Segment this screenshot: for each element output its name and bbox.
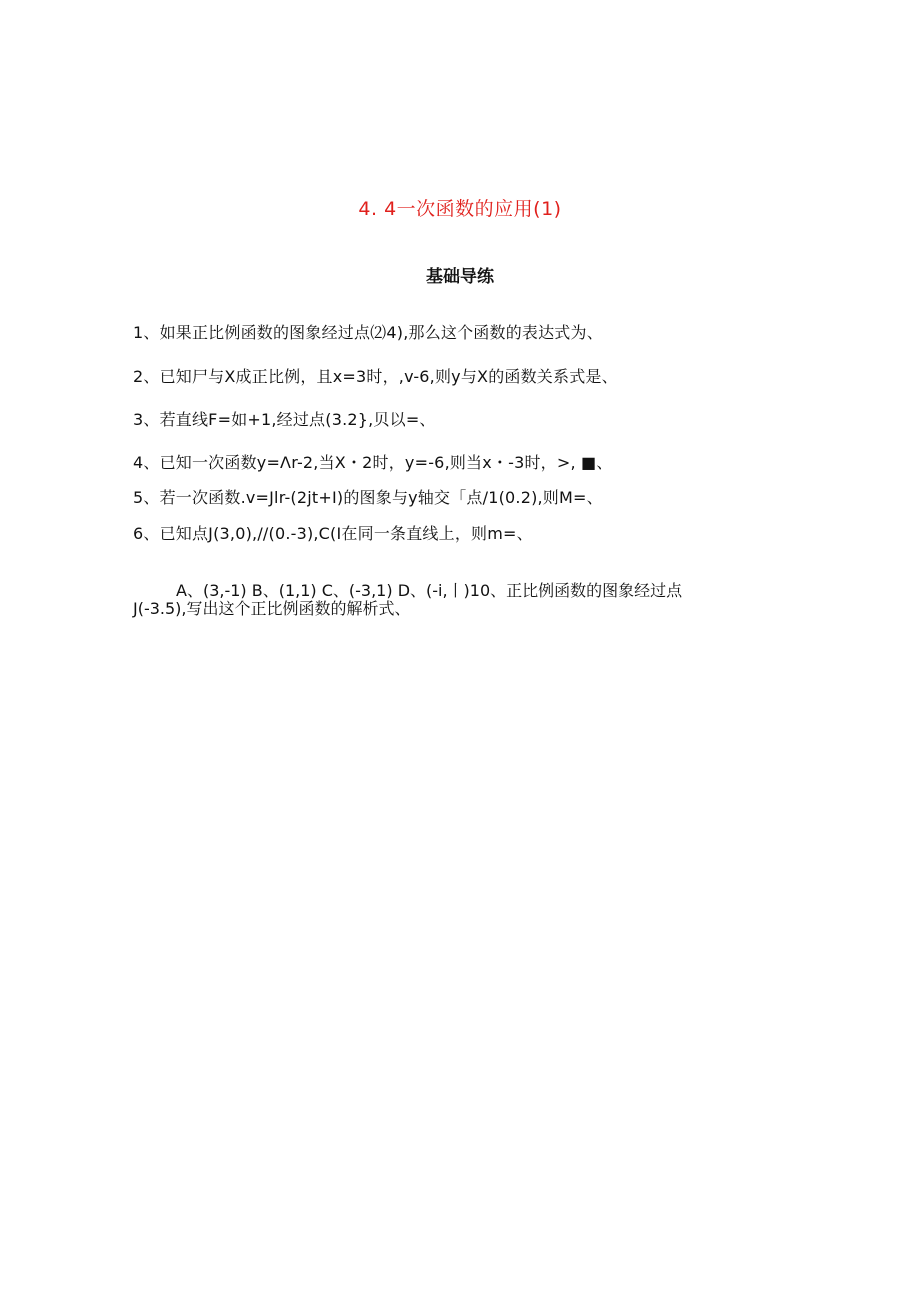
answer-options-line: A、(3,-1) B、(1,1) C、(-3,1) D、(-i,丨)10、正比例函数的图象经过点 bbox=[176, 581, 683, 600]
question-10-continuation: J(-3.5),写出这个正比例函数的解析式、 bbox=[133, 599, 411, 618]
page-title: 4. 4一次函数的应用(1) bbox=[358, 198, 562, 220]
question-2: 2、已知尸与X成正比例，且x=3时，,v-6,则y与X的函数关系式是、 bbox=[133, 367, 618, 386]
question-1: 1、如果正比例函数的图象经过点⑵4),那么这个函数的表达式为、 bbox=[133, 323, 603, 342]
question-6: 6、已知点J(3,0),//(0.-3),C(I在同一条直线上，则m=、 bbox=[133, 524, 533, 543]
question-3: 3、若直线F=如+1,经过点(3.2},贝以=、 bbox=[133, 410, 436, 429]
question-4: 4、已知一次函数y=Λr-2,当X・2时，y=-6,则当x・-3时，>, ■、 bbox=[133, 453, 613, 472]
question-5: 5、若一次函数.v=Jlr-(2jt+I)的图象与y轴交「点/1(0.2),则M=、 bbox=[133, 488, 603, 507]
section-heading: 基础导练 bbox=[426, 267, 494, 287]
